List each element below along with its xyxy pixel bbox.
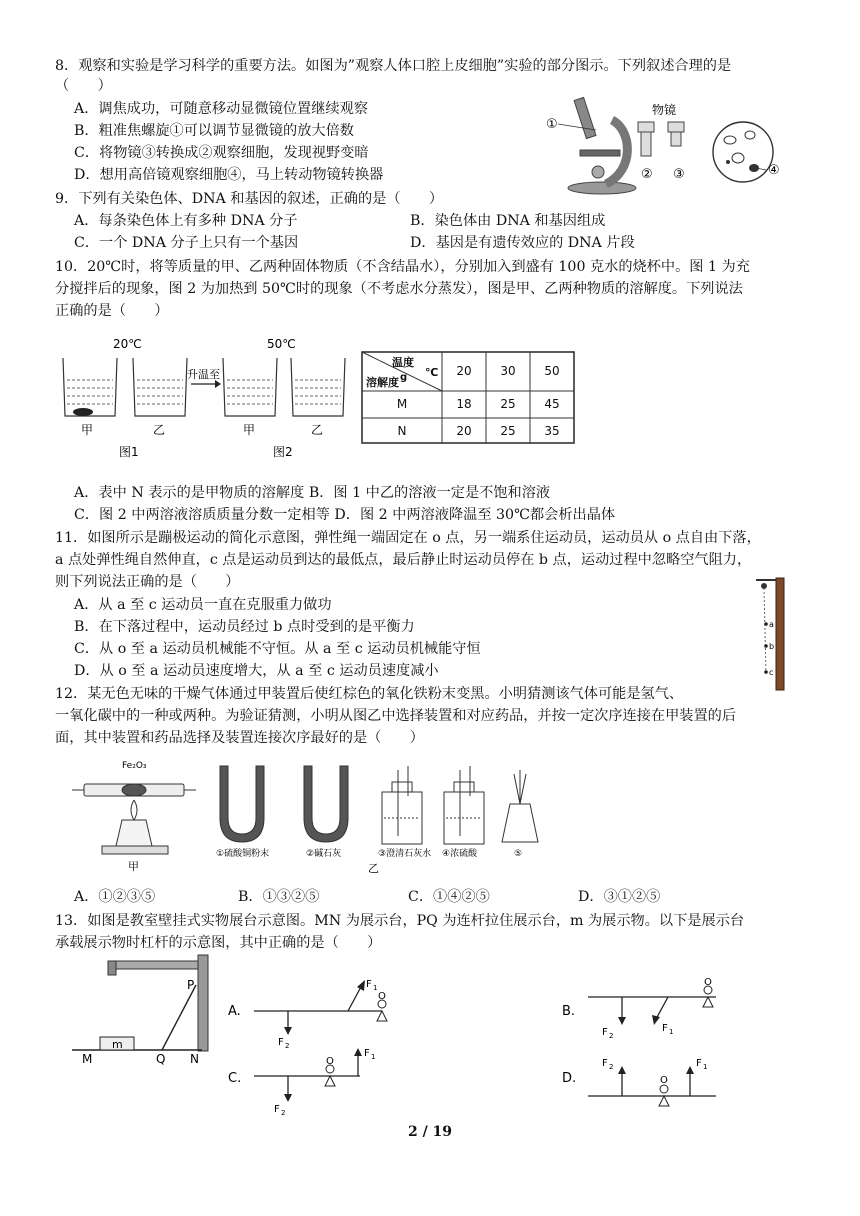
fig-label-5: ⑤ [514, 849, 523, 859]
fig-temp-20: 20℃ [113, 337, 142, 351]
fig-label-2: ②碱石灰 [306, 849, 342, 859]
fig-label-1: ①硫酸铜粉末 [216, 849, 270, 859]
table-header-unit: ℃ [425, 366, 439, 379]
table-col-50: 50 [544, 364, 560, 378]
option-d-label: D. [562, 1071, 577, 1086]
fig-point-a: a [769, 620, 774, 629]
gas-bottle-icon [382, 766, 484, 844]
fig-point-b: b [769, 642, 775, 651]
lever-b [560, 975, 730, 1050]
q10-stem-3: 正确的是（ ） [55, 303, 169, 319]
q10-stem-2: 分搅拌后的现象，图 2 为加热到 50℃时的现象（不考虑水分蒸发），图是甲、乙两种物质的溶解度。下列说法 [55, 281, 743, 297]
fig-1-label: 图1 [119, 445, 139, 459]
fig-yi-1: 乙 [153, 423, 166, 437]
table-header-sol: 溶解度 [366, 376, 399, 389]
svg-text:1: 1 [669, 1028, 674, 1036]
svg-text:2: 2 [609, 1032, 614, 1040]
microscope-icon [568, 97, 636, 194]
fig-label-2: ② [641, 167, 653, 182]
table-header-temp: 温度 [392, 356, 414, 369]
q12-option-b: B．①③②⑤ [238, 889, 320, 905]
fig-yi: 乙 [368, 862, 379, 875]
page-number: 2 / 19 [407, 1124, 453, 1140]
table-row-n-name: N [397, 424, 407, 438]
fig-Q: Q [156, 1052, 166, 1066]
lever-a [228, 975, 398, 1050]
table-cell: 18 [456, 397, 472, 411]
force-f2: F [602, 1058, 608, 1069]
fig-M: M [82, 1052, 93, 1066]
q11-option-c: C．从 o 至 a 运动员机械能不守恒。从 a 至 c 运动员机械能守恒 [74, 641, 481, 657]
q9-option-a: A．每条染色体上有多种 DNA 分子 [74, 213, 298, 229]
lever-c [228, 1040, 398, 1115]
pivot-o: O [704, 977, 712, 988]
table-col-30: 30 [500, 364, 516, 378]
fig-N: N [190, 1052, 199, 1066]
q9-option-d: D．基因是有遗传效应的 DNA 片段 [410, 235, 635, 251]
q12-stem-3: 面，其中装置和药品选择及装置连接次序最好的是（ ） [55, 730, 424, 746]
pivot-o: O [660, 1075, 668, 1086]
q12-option-d: D．③①②⑤ [578, 889, 661, 905]
fig-label-4: ④浓硫酸 [442, 849, 478, 859]
option-c-label: C. [228, 1071, 242, 1086]
lever-d [560, 1040, 730, 1115]
q8-stem: 8．观察和实验是学习科学的重要方法。如图为”观察人体口腔上皮细胞”实验的部分图示。下列叙述合理的是 [55, 58, 732, 74]
table-row-m-name: M [396, 397, 408, 411]
q11-stem-2: a 点处弹性绳自然伸直，c 点是运动员到达的最低点，最后静止时运动员停在 b 点，运动过程中忽略空气阻力， [55, 552, 752, 568]
q11-stem-1: 11．如图所示是蹦极运动的简化示意图，弹性绳一端固定在 o 点，另一端系住运动员，运动员从 o 点自由下落， [55, 530, 761, 546]
fig-p: P [187, 978, 195, 992]
svg-text:2: 2 [281, 1109, 286, 1117]
cell-view-icon [713, 122, 773, 182]
q12-option-a: A．①②③⑤ [74, 889, 156, 905]
q8-option-a: A．调焦成功，可随意移动显微镜位置继续观察 [74, 101, 368, 117]
bungee-figure [750, 574, 800, 694]
svg-text:2: 2 [285, 1042, 290, 1050]
fig-jia: 甲 [128, 860, 139, 873]
force-f1: F [364, 1048, 370, 1059]
fig-label-4: ④ [768, 163, 780, 178]
table-cell: 25 [500, 424, 516, 438]
force-f1: F [696, 1058, 702, 1069]
q13-stem-2: 承载展示物时杠杆的示意图，其中正确的是（ ） [55, 935, 382, 951]
objective-lens-icon [638, 122, 684, 156]
q8-stem-bracket: （ ） [55, 78, 112, 94]
pivot-o: O [378, 991, 386, 1002]
force-f2: F [602, 1027, 608, 1038]
table-col-20: 20 [456, 364, 472, 378]
q8-option-c: C．将物镜③转换成②观察细胞，发现视野变暗 [74, 145, 369, 161]
combustion-tube-icon [72, 784, 196, 854]
svg-text:2: 2 [609, 1063, 614, 1071]
q8-option-b: B．粗准焦螺旋①可以调节显微镜的放大倍数 [74, 123, 354, 139]
svg-text:1: 1 [373, 984, 378, 992]
q11-option-a: A．从 a 至 c 运动员一直在克服重力做功 [74, 597, 332, 613]
q9-option-b: B．染色体由 DNA 和基因组成 [410, 213, 606, 229]
table-cell: 35 [544, 424, 560, 438]
apparatus-figure [72, 756, 542, 876]
option-a-label: A. [228, 1004, 241, 1019]
table-header-g: g [400, 372, 408, 383]
fig-label-3: ③澄清石灰水 [378, 849, 432, 859]
fig-label-3: ③ [673, 167, 685, 182]
q10-options-ab: A．表中 N 表示的是甲物质的溶解度 B．图 1 中乙的溶液一定是不饱和溶液 [74, 485, 551, 501]
pivot-o: O [326, 1056, 334, 1067]
fig-2-label: 图2 [273, 445, 293, 459]
fig-fe2o3: Fe₂O₃ [122, 761, 147, 771]
table-cell: 25 [500, 397, 516, 411]
alcohol-lamp-icon [502, 770, 538, 842]
fig-label-1: ① [546, 117, 558, 132]
table-cell: 20 [456, 424, 472, 438]
q11-stem-3: 则下列说法正确的是（ ） [55, 574, 240, 590]
q12-option-c: C．①④②⑤ [408, 889, 490, 905]
q12-stem-1: 12．某无色无味的干燥气体通过甲装置后使红棕色的氧化铁粉末变黑。小明猜测该气体可能是氢气、 [55, 686, 684, 702]
display-stand-figure [72, 955, 222, 1065]
q10-stem-1: 10．20℃时，将等质量的甲、乙两种固体物质（不含结晶水），分别加入到盛有 100 克水的烧杯中。图 1 为充 [55, 259, 750, 275]
option-b-label: B. [562, 1004, 576, 1019]
force-f1: F [366, 979, 372, 990]
fig-point-c: c [769, 668, 774, 677]
fig-m: m [112, 1038, 123, 1051]
q11-option-d: D．从 o 至 a 运动员速度增大，从 a 至 c 运动员速度减小 [74, 663, 439, 679]
q12-stem-2: 一氧化碳中的一种或两种。为验证猜测，小明从图乙中选择装置和对应药品，并按一定次序连接在甲装置的后 [55, 708, 737, 724]
q13-stem-1: 13．如图是教室壁挂式实物展台示意图。MN 为展示台，PQ 为连杆拉住展示台，m 为展示物。以下是展示台 [55, 913, 745, 929]
u-tube-icon [220, 766, 348, 842]
table-cell: 45 [544, 397, 560, 411]
fig-jia-1: 甲 [81, 423, 94, 437]
svg-text:1: 1 [703, 1063, 708, 1071]
q11-option-b: B．在下落过程中，运动员经过 b 点时受到的是平衡力 [74, 619, 415, 635]
force-f2: F [274, 1104, 280, 1115]
force-f2: F [278, 1037, 284, 1048]
beaker-icon [63, 358, 345, 416]
microscope-figure [540, 90, 780, 195]
svg-text:1: 1 [371, 1053, 376, 1061]
fig-label-objective: 物镜 [652, 103, 677, 117]
q8-option-d: D．想用高倍镜观察细胞④，马上转动物镜转换器 [74, 167, 384, 183]
beaker-figure [55, 334, 355, 464]
q9-stem: 9．下列有关染色体、DNA 和基因的叙述，正确的是（ ） [55, 191, 444, 207]
fig-arrow-label: 升温至 [187, 368, 220, 381]
q9-option-c: C．一个 DNA 分子上只有一个基因 [74, 235, 299, 251]
fig-temp-50: 50℃ [267, 337, 296, 351]
force-f1: F [662, 1023, 668, 1034]
fig-jia-2: 甲 [243, 423, 256, 437]
q10-options-cd: C．图 2 中两溶液溶质质量分数一定相等 D．图 2 中两溶液降温至 30℃都会析出晶体 [74, 507, 616, 523]
fig-yi-2: 乙 [311, 423, 324, 437]
